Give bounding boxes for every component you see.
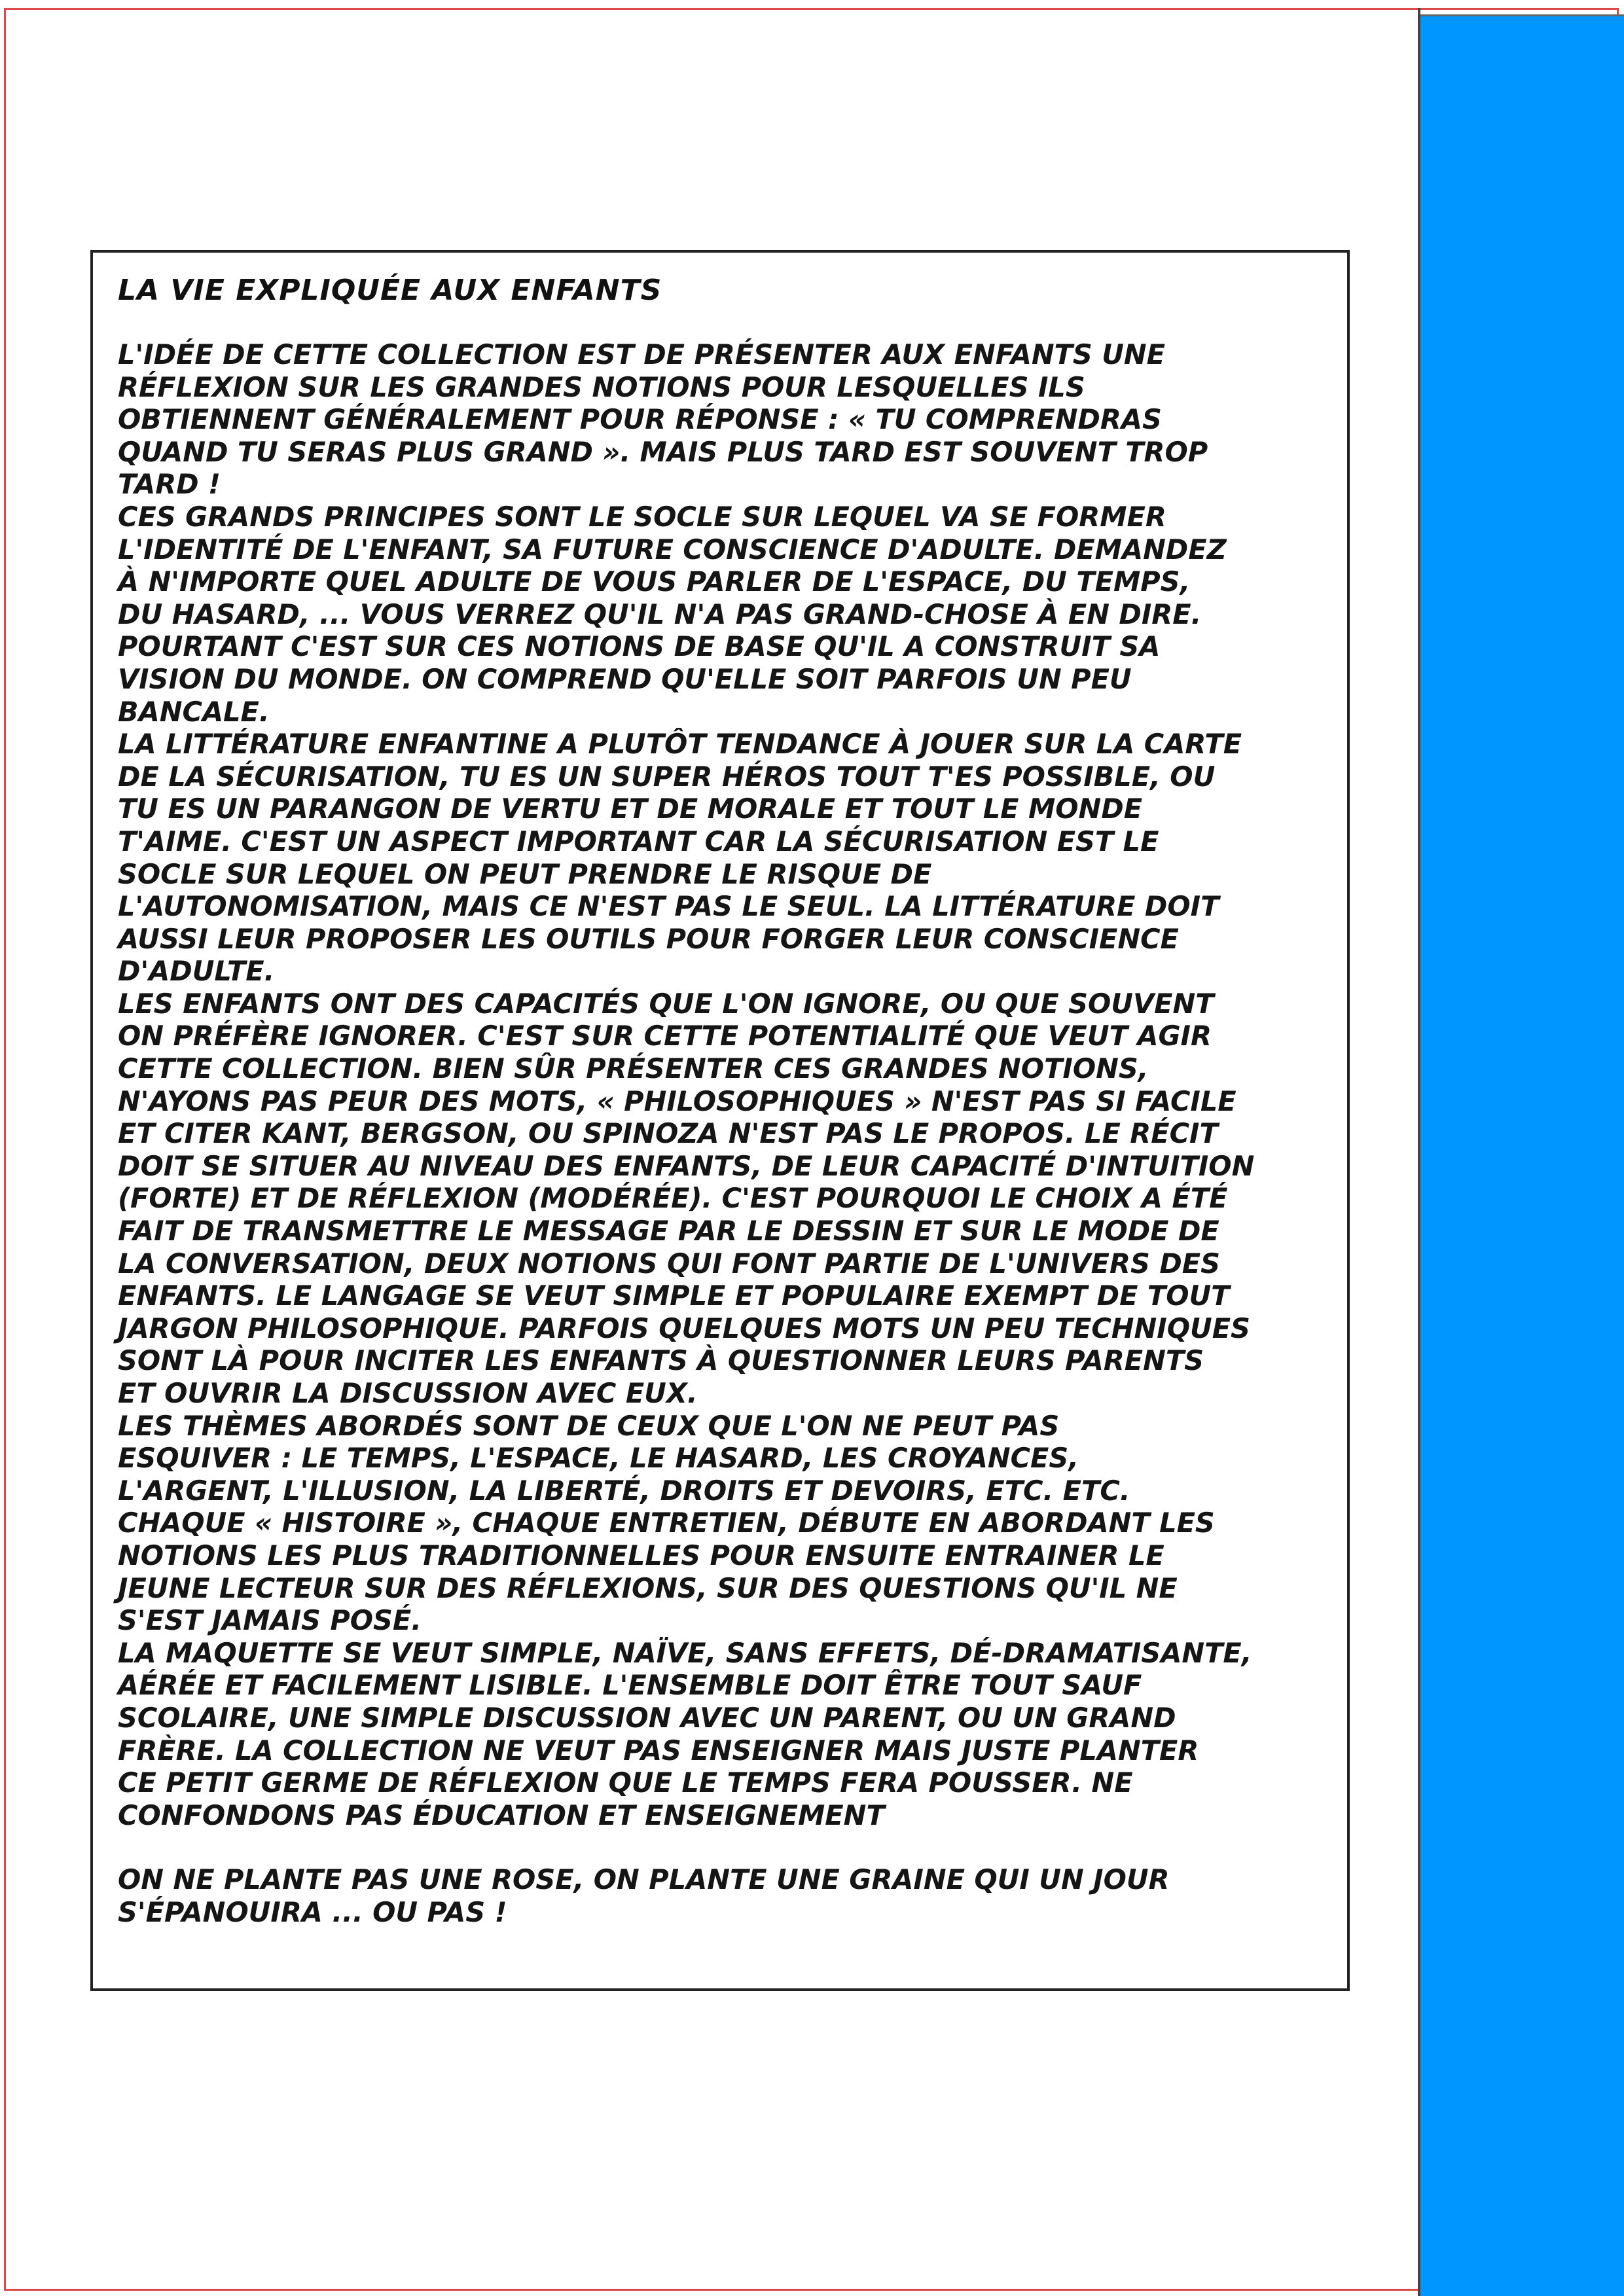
side-color-strip-fill [1420,14,1624,2296]
closing-quote: ON NE PLANTE PAS UNE ROSE, ON PLANTE UNE GRAINE QUI UN JOUR S'ÉPANOUIRA ... OU PAS ! [118,1863,1170,1928]
paragraph-capacities: LES ENFANTS ONT DES CAPACITÉS QUE L'ON IGNORE, OU QUE SOUVENT ON PRÉFÈRE IGNORER. C'EST SUR CETTE POTENTIALITÉ QUE VEUT AGIR CETTE COLLECTION. BIEN SÛR PRÉSENTER CES GRANDES NOTIONS, N'AYONS PAS PEUR DES MOTS, « PHILOSOPHIQUES » N'EST PAS SI FACILE ET CITER KANT, BERGSON, OU SPINOZA N'EST PAS LE PROPOS. LE RÉCIT DOIT SE SITUER AU NIVEAU DES ENFANTS, DE LEUR CAPACITÉ D'INTUITION (FORTE) ET DE RÉFLEXION (MODÉRÉE). C'EST POURQUOI LE CHOIX A ÉTÉ FAIT DE TRANSMETTRE LE MESSAGE PAR LE DESSIN ET SUR LE MODE DE LA CONVERSATION, DEUX NOTIONS QUI FONT PARTIE DE L'UNIVERS DES ENFANTS. LE LANGAGE SE VEUT SIMPLE ET POPULAIRE EXEMPT DE TOUT JARGON PHILOSOPHIQUE. PARFOIS QUELQUES MOTS UN PEU TECHNIQUES SONT LÀ POUR INCITER LES ENFANTS À QUESTIONNER LEURS PARENTS ET OUVRIR LA DISCUSSION AVEC EUX. [118,987,1255,1409]
side-color-strip [1418,8,1624,2296]
paragraph-themes: LES THÈMES ABORDÉS SONT DE CEUX QUE L'ON NE PEUT PAS ESQUIVER : LE TEMPS, L'ESPACE, LE HASARD, LES CROYANCES, L'ARGENT, L'ILLUSION, LA LIBERTÉ, DROITS ET DEVOIRS, ETC. ETC. CHAQUE « HISTOIRE », CHAQUE ENTRETIEN, DÉBUTE EN ABORDANT LES NOTIONS LES PLUS TRADITIONNELLES POUR ENSUITE ENTRAINER LE JEUNE LECTEUR SUR DES RÉFLEXIONS, SUR DES QUESTIONS QU'IL NE S'EST JAMAIS POSÉ. [118,1409,1215,1637]
paragraph-principles: CES GRANDS PRINCIPES SONT LE SOCLE SUR LEQUEL VA SE FORMER L'IDENTITÉ DE L'ENFANT, SA FUTURE CONSCIENCE D'ADULTE. DEMANDEZ À N'IMPORTE QUEL ADULTE DE VOUS PARLER DE L'ESPACE, DU TEMPS, DU HASARD, ... VOUS VERREZ QU'IL N'A PAS GRAND-CHOSE À EN DIRE. POURTANT C'EST SUR CES NOTIONS DE BASE QU'IL A CONSTRUIT SA VISION DU MONDE. ON COMPREND QU'ELLE SOIT PARFOIS UN PEU BANCALE. [118,500,1227,728]
paragraph-intro: L'IDÉE DE CETTE COLLECTION EST DE PRÉSENTER AUX ENFANTS UNE RÉFLEXION SUR LES GRANDES NOTIONS POUR LESQUELLES ILS OBTIENNENT GÉNÉRALEMENT POUR RÉPONSE : « TU COMPRENDRAS QUAND TU SERAS PLUS GRAND ». MAIS PLUS TARD EST SOUVENT TROP TARD ! [118,338,1208,501]
article-title: LA VIE EXPLIQUÉE AUX ENFANTS [118,274,662,307]
text-frame [90,250,1350,1991]
paragraph-layout: LA MAQUETTE SE VEUT SIMPLE, NAÏVE, SANS EFFETS, DÉ-DRAMATISANTE, AÉRÉE ET FACILEMENT LISIBLE. L'ENSEMBLE DOIT ÊTRE TOUT SAUF SCOLAIRE, UNE SIMPLE DISCUSSION AVEC UN PARENT, OU UN GRAND FRÈRE. LA COLLECTION NE VEUT PAS ENSEIGNER MAIS JUSTE PLANTER CE PETIT GERME DE RÉFLEXION QUE LE TEMPS FERA POUSSER. NE CONFONDONS PAS ÉDUCATION ET ENSEIGNEMENT [118,1636,1252,1831]
paragraph-literature: LA LITTÉRATURE ENFANTINE A PLUTÔT TENDANCE À JOUER SUR LA CARTE DE LA SÉCURISATION, TU ES UN SUPER HÉROS TOUT T'ES POSSIBLE, OU TU ES UN PARANGON DE VERTU ET DE MORALE ET TOUT LE MONDE T'AIME. C'EST UN ASPECT IMPORTANT CAR LA SÉCURISATION EST LE SOCLE SUR LEQUEL ON PEUT PRENDRE LE RISQUE DE L'AUTONOMISATION, MAIS CE N'EST PAS LE SEUL. LA LITTÉRATURE DOIT AUSSI LEUR PROPOSER LES OUTILS POUR FORGER LEUR CONSCIENCE D'ADULTE. [118,728,1242,988]
